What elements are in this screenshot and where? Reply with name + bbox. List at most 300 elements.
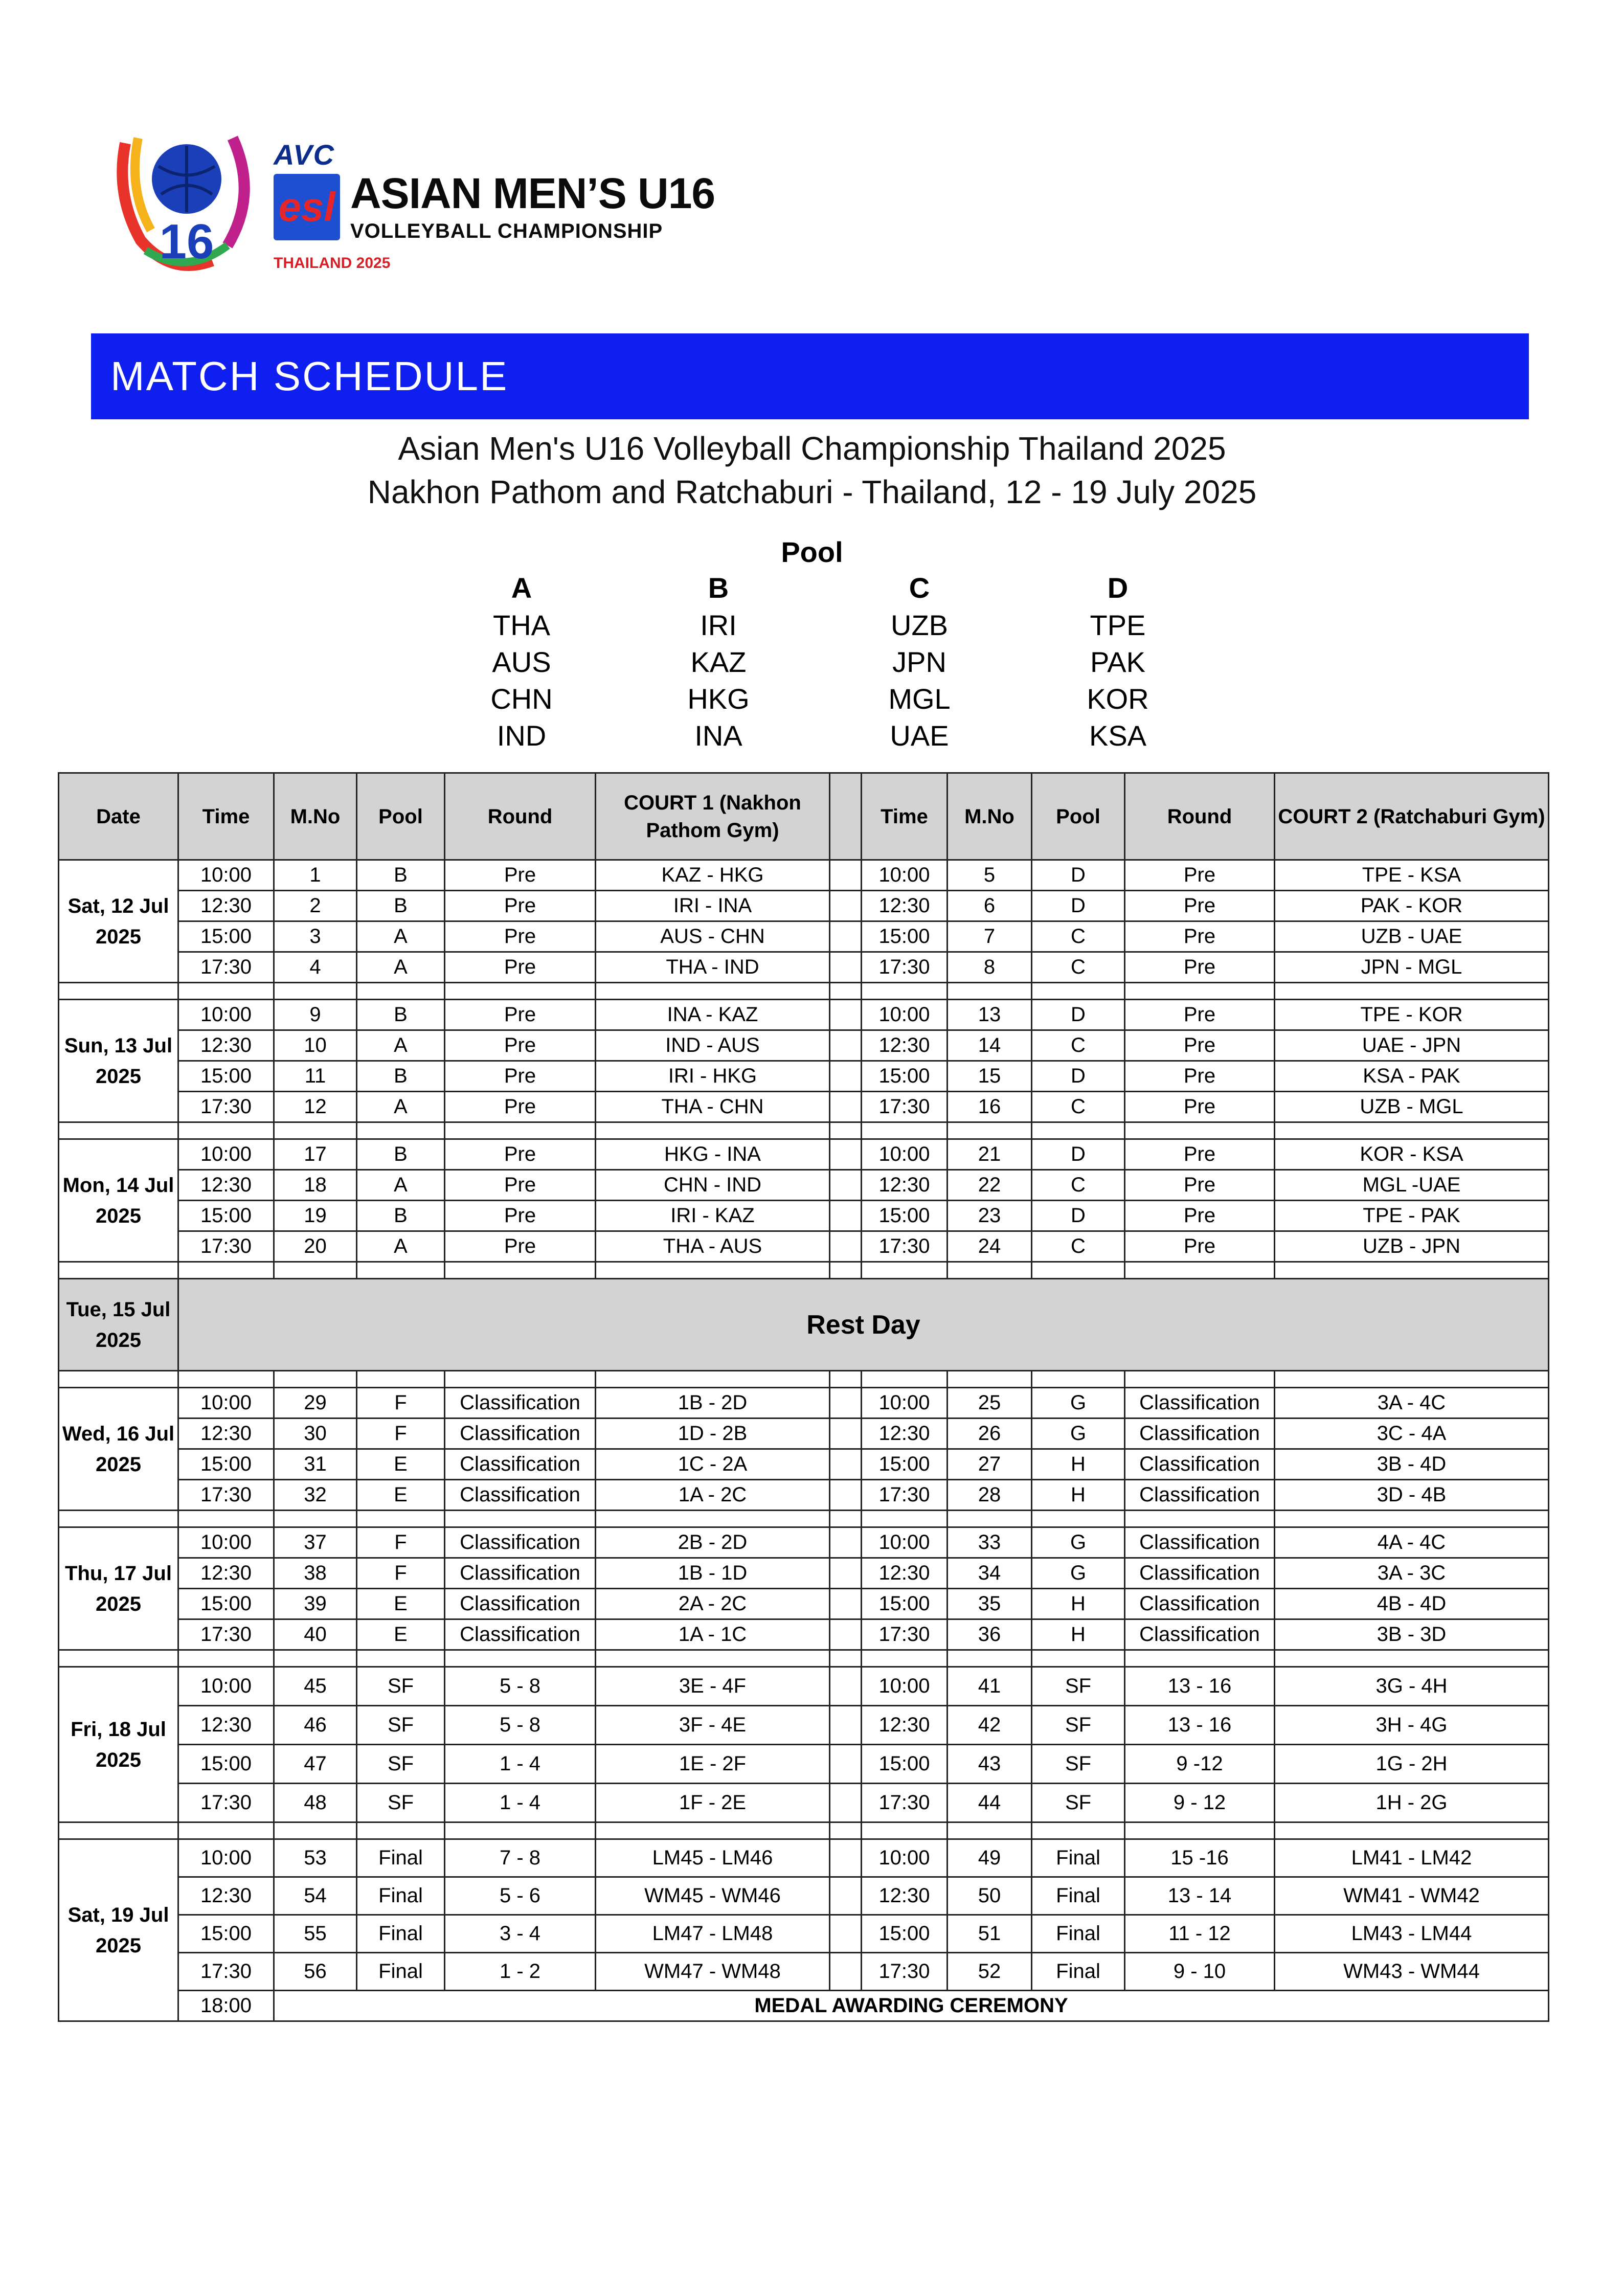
spacer-cell bbox=[596, 1122, 830, 1139]
event-title: Asian Men's U16 Volleyball Championship Thailand 2025 bbox=[398, 430, 1226, 467]
court2-teams: KOR - KSA bbox=[1275, 1139, 1549, 1170]
court1-time: 15:00 bbox=[178, 921, 274, 952]
court-gap bbox=[830, 1745, 862, 1784]
court2-match-number: 42 bbox=[948, 1706, 1032, 1745]
spacer-cell bbox=[596, 983, 830, 1000]
court2-pool: H bbox=[1032, 1449, 1125, 1480]
court-gap bbox=[830, 1139, 862, 1170]
court1-match-number: 47 bbox=[274, 1745, 357, 1784]
court2-round: Pre bbox=[1125, 952, 1275, 983]
court1-teams: 1B - 2D bbox=[596, 1388, 830, 1419]
court-gap bbox=[830, 1231, 862, 1262]
court2-time: 15:00 bbox=[862, 1061, 948, 1092]
court1-match-number: 3 bbox=[274, 921, 357, 952]
header-time: Time bbox=[178, 773, 274, 860]
header-date: Date bbox=[59, 773, 178, 860]
court2-pool: G bbox=[1032, 1527, 1125, 1558]
court1-teams: AUS - CHN bbox=[596, 921, 830, 952]
court1-teams: IRI - HKG bbox=[596, 1061, 830, 1092]
pool-letter-b: B bbox=[708, 572, 729, 604]
court2-match-number: 36 bbox=[948, 1619, 1032, 1650]
court1-time: 17:30 bbox=[178, 952, 274, 983]
court1-time: 15:00 bbox=[178, 1201, 274, 1231]
spacer-cell bbox=[445, 1822, 596, 1839]
court2-teams: UZB - MGL bbox=[1275, 1092, 1549, 1122]
court1-match-number: 17 bbox=[274, 1139, 357, 1170]
court1-round: Pre bbox=[445, 1092, 596, 1122]
spacer-cell bbox=[1275, 1511, 1549, 1527]
court2-time: 17:30 bbox=[862, 1092, 948, 1122]
court-gap bbox=[830, 1706, 862, 1745]
court2-match-number: 5 bbox=[948, 860, 1032, 891]
court1-match-number: 19 bbox=[274, 1201, 357, 1231]
spacer-cell bbox=[1125, 1650, 1275, 1667]
court1-time: 15:00 bbox=[178, 1745, 274, 1784]
court2-time: 12:30 bbox=[862, 1877, 948, 1915]
table-row bbox=[59, 1092, 1549, 1122]
header-court1: COURT 1 (Nakhon Pathom Gym) bbox=[596, 773, 830, 860]
spacer-cell bbox=[59, 1262, 178, 1279]
court2-round: Pre bbox=[1125, 1201, 1275, 1231]
court1-teams: IRI - KAZ bbox=[596, 1201, 830, 1231]
spacer-cell bbox=[274, 1511, 357, 1527]
court2-time: 17:30 bbox=[862, 1619, 948, 1650]
court1-round: 5 - 8 bbox=[445, 1706, 596, 1745]
court2-teams: 3B - 4D bbox=[1275, 1449, 1549, 1480]
court2-time: 17:30 bbox=[862, 1480, 948, 1511]
spacer-cell bbox=[445, 983, 596, 1000]
court1-pool: A bbox=[357, 1170, 445, 1201]
court2-match-number: 23 bbox=[948, 1201, 1032, 1231]
court1-time: 12:30 bbox=[178, 1170, 274, 1201]
court2-round: Pre bbox=[1125, 1231, 1275, 1262]
court1-teams: LM45 - LM46 bbox=[596, 1839, 830, 1877]
court2-pool: Final bbox=[1032, 1953, 1125, 1991]
table-header-row bbox=[59, 773, 1549, 860]
spacer-cell bbox=[178, 1511, 274, 1527]
court1-time: 12:30 bbox=[178, 1419, 274, 1449]
spacer-cell bbox=[1275, 1822, 1549, 1839]
court2-teams: 1H - 2G bbox=[1275, 1784, 1549, 1822]
court2-match-number: 8 bbox=[948, 952, 1032, 983]
spacer-cell bbox=[830, 1262, 862, 1279]
court2-round: Pre bbox=[1125, 1030, 1275, 1061]
court1-pool: A bbox=[357, 952, 445, 983]
court2-pool: Final bbox=[1032, 1839, 1125, 1877]
championship-logo bbox=[110, 123, 715, 276]
court1-match-number: 54 bbox=[274, 1877, 357, 1915]
spacer-cell bbox=[1275, 1371, 1549, 1388]
court1-time: 17:30 bbox=[178, 1231, 274, 1262]
court2-pool: G bbox=[1032, 1558, 1125, 1589]
court1-time: 15:00 bbox=[178, 1449, 274, 1480]
court2-pool: C bbox=[1032, 921, 1125, 952]
court1-pool: B bbox=[357, 860, 445, 891]
court1-match-number: 4 bbox=[274, 952, 357, 983]
spacer-cell bbox=[862, 983, 948, 1000]
court1-teams: 2B - 2D bbox=[596, 1527, 830, 1558]
court1-pool: A bbox=[357, 921, 445, 952]
court1-teams: WM47 - WM48 bbox=[596, 1953, 830, 1991]
court1-pool: SF bbox=[357, 1706, 445, 1745]
court1-time: 17:30 bbox=[178, 1953, 274, 1991]
court-gap bbox=[830, 1170, 862, 1201]
spacer-cell bbox=[59, 1122, 178, 1139]
court1-round: Classification bbox=[445, 1419, 596, 1449]
court-gap bbox=[830, 1201, 862, 1231]
court1-match-number: 40 bbox=[274, 1619, 357, 1650]
court1-teams: THA - IND bbox=[596, 952, 830, 983]
court2-round: Pre bbox=[1125, 891, 1275, 921]
court-gap bbox=[830, 1915, 862, 1953]
court2-round: Classification bbox=[1125, 1589, 1275, 1619]
court2-time: 12:30 bbox=[862, 1706, 948, 1745]
spacer-cell bbox=[274, 1262, 357, 1279]
court1-time: 15:00 bbox=[178, 1915, 274, 1953]
court2-pool: H bbox=[1032, 1589, 1125, 1619]
spacer-cell bbox=[178, 1650, 274, 1667]
court2-teams: MGL -UAE bbox=[1275, 1170, 1549, 1201]
court2-teams: TPE - KOR bbox=[1275, 1000, 1549, 1030]
court1-teams: 1A - 2C bbox=[596, 1480, 830, 1511]
court2-teams: 4B - 4D bbox=[1275, 1589, 1549, 1619]
u16-emblem-logo bbox=[110, 123, 258, 276]
pool-team: THA bbox=[493, 609, 550, 641]
ceremony-row bbox=[59, 1991, 1549, 2021]
pool-team: AUS bbox=[492, 646, 551, 678]
table-row bbox=[59, 1000, 1549, 1030]
court-gap bbox=[830, 1030, 862, 1061]
spacer-cell bbox=[274, 1122, 357, 1139]
table-row bbox=[59, 1139, 1549, 1170]
pool-team: TPE bbox=[1090, 609, 1146, 641]
court2-match-number: 35 bbox=[948, 1589, 1032, 1619]
court2-time: 10:00 bbox=[862, 860, 948, 891]
rest-day-date: Tue, 15 Jul 2025 bbox=[59, 1279, 178, 1371]
date-cell: Sat, 19 Jul 2025 bbox=[59, 1839, 178, 2021]
court1-pool: E bbox=[357, 1480, 445, 1511]
header-time-court2: Time bbox=[862, 773, 948, 860]
date-cell: Sun, 13 Jul 2025 bbox=[59, 1000, 178, 1122]
table-row bbox=[59, 1061, 1549, 1092]
court1-pool: B bbox=[357, 1139, 445, 1170]
court2-teams: 3A - 3C bbox=[1275, 1558, 1549, 1589]
court2-match-number: 41 bbox=[948, 1667, 1032, 1706]
spacer-cell bbox=[357, 1650, 445, 1667]
pool-letter-a: A bbox=[511, 572, 532, 604]
court2-match-number: 22 bbox=[948, 1170, 1032, 1201]
table-row bbox=[59, 1915, 1549, 1953]
court1-pool: E bbox=[357, 1619, 445, 1650]
match-schedule-table bbox=[58, 772, 1549, 2022]
court1-pool: B bbox=[357, 1000, 445, 1030]
pool-team: KSA bbox=[1089, 719, 1147, 752]
court2-match-number: 34 bbox=[948, 1558, 1032, 1589]
court2-match-number: 33 bbox=[948, 1527, 1032, 1558]
court2-teams: 3C - 4A bbox=[1275, 1419, 1549, 1449]
court2-teams: UZB - JPN bbox=[1275, 1231, 1549, 1262]
court2-round: Pre bbox=[1125, 860, 1275, 891]
table-row bbox=[59, 1619, 1549, 1650]
court2-time: 12:30 bbox=[862, 1030, 948, 1061]
court2-time: 15:00 bbox=[862, 921, 948, 952]
court2-teams: PAK - KOR bbox=[1275, 891, 1549, 921]
spacer-cell bbox=[1125, 1822, 1275, 1839]
court-gap bbox=[830, 1558, 862, 1589]
spacer-cell bbox=[862, 1122, 948, 1139]
court2-pool: H bbox=[1032, 1480, 1125, 1511]
event-location-dates: Nakhon Pathom and Ratchaburi - Thailand, 12 - 19 July 2025 bbox=[367, 474, 1257, 510]
table-row bbox=[59, 1839, 1549, 1877]
pool-team: PAK bbox=[1090, 646, 1145, 678]
spacer-cell bbox=[357, 1371, 445, 1388]
court2-round: 9 - 12 bbox=[1125, 1784, 1275, 1822]
court1-pool: Final bbox=[357, 1953, 445, 1991]
spacer-cell bbox=[1125, 983, 1275, 1000]
court1-round: Pre bbox=[445, 921, 596, 952]
header-pool: Pool bbox=[357, 773, 445, 860]
court1-teams: 1B - 1D bbox=[596, 1558, 830, 1589]
court1-round: Pre bbox=[445, 1061, 596, 1092]
spacer-cell bbox=[178, 1822, 274, 1839]
spacer-cell bbox=[357, 983, 445, 1000]
spacer-row bbox=[59, 983, 1549, 1000]
court-gap bbox=[830, 1877, 862, 1915]
court2-time: 12:30 bbox=[862, 1170, 948, 1201]
court2-match-number: 50 bbox=[948, 1877, 1032, 1915]
table-row bbox=[59, 1449, 1549, 1480]
court2-match-number: 27 bbox=[948, 1449, 1032, 1480]
court2-teams: 3H - 4G bbox=[1275, 1706, 1549, 1745]
header-round-court2: Round bbox=[1125, 773, 1275, 860]
court2-match-number: 14 bbox=[948, 1030, 1032, 1061]
court1-match-number: 39 bbox=[274, 1589, 357, 1619]
spacer-cell bbox=[59, 1650, 178, 1667]
spacer-cell bbox=[178, 1262, 274, 1279]
court2-time: 10:00 bbox=[862, 1839, 948, 1877]
header-gap bbox=[830, 773, 862, 860]
court2-time: 15:00 bbox=[862, 1589, 948, 1619]
spacer-cell bbox=[59, 1371, 178, 1388]
court-gap bbox=[830, 1480, 862, 1511]
court1-pool: F bbox=[357, 1388, 445, 1419]
court1-pool: E bbox=[357, 1589, 445, 1619]
table-row bbox=[59, 1877, 1549, 1915]
court2-match-number: 26 bbox=[948, 1419, 1032, 1449]
court1-teams: CHN - IND bbox=[596, 1170, 830, 1201]
spacer-cell bbox=[1032, 1650, 1125, 1667]
court1-match-number: 10 bbox=[274, 1030, 357, 1061]
court2-round: 9 - 10 bbox=[1125, 1953, 1275, 1991]
court1-match-number: 29 bbox=[274, 1388, 357, 1419]
court1-pool: A bbox=[357, 1030, 445, 1061]
spacer-cell bbox=[1275, 1650, 1549, 1667]
court1-time: 12:30 bbox=[178, 1558, 274, 1589]
court1-teams: 3E - 4F bbox=[596, 1667, 830, 1706]
court-gap bbox=[830, 1419, 862, 1449]
court1-teams: 1A - 1C bbox=[596, 1619, 830, 1650]
pool-letter-c: C bbox=[909, 572, 930, 604]
court-gap bbox=[830, 1589, 862, 1619]
court1-time: 15:00 bbox=[178, 1061, 274, 1092]
court2-pool: SF bbox=[1032, 1667, 1125, 1706]
court-gap bbox=[830, 1092, 862, 1122]
court2-match-number: 6 bbox=[948, 891, 1032, 921]
court2-round: 13 - 16 bbox=[1125, 1667, 1275, 1706]
match-schedule-banner: MATCH SCHEDULE bbox=[91, 333, 1529, 419]
court-gap bbox=[830, 952, 862, 983]
court2-pool: C bbox=[1032, 1170, 1125, 1201]
court2-teams: WM41 - WM42 bbox=[1275, 1877, 1549, 1915]
court2-pool: SF bbox=[1032, 1745, 1125, 1784]
spacer-cell bbox=[59, 1822, 178, 1839]
court1-round: Classification bbox=[445, 1589, 596, 1619]
court1-teams: 3F - 4E bbox=[596, 1706, 830, 1745]
court1-match-number: 1 bbox=[274, 860, 357, 891]
spacer-row bbox=[59, 1650, 1549, 1667]
spacer-cell bbox=[59, 983, 178, 1000]
court2-time: 17:30 bbox=[862, 1784, 948, 1822]
court1-match-number: 2 bbox=[274, 891, 357, 921]
header-match-number: M.No bbox=[274, 773, 357, 860]
court1-round: Pre bbox=[445, 1139, 596, 1170]
spacer-cell bbox=[596, 1262, 830, 1279]
court2-pool: C bbox=[1032, 952, 1125, 983]
court1-match-number: 55 bbox=[274, 1915, 357, 1953]
court2-teams: 3B - 3D bbox=[1275, 1619, 1549, 1650]
court1-match-number: 31 bbox=[274, 1449, 357, 1480]
table-row bbox=[59, 1953, 1549, 1991]
court1-round: Pre bbox=[445, 1201, 596, 1231]
court1-match-number: 46 bbox=[274, 1706, 357, 1745]
court1-pool: B bbox=[357, 891, 445, 921]
spacer-cell bbox=[830, 1122, 862, 1139]
court2-teams: LM41 - LM42 bbox=[1275, 1839, 1549, 1877]
court-gap bbox=[830, 1619, 862, 1650]
spacer-cell bbox=[830, 1822, 862, 1839]
court2-time: 10:00 bbox=[862, 1000, 948, 1030]
spacer-cell bbox=[596, 1511, 830, 1527]
court1-match-number: 30 bbox=[274, 1419, 357, 1449]
spacer-cell bbox=[178, 1122, 274, 1139]
court2-teams: TPE - KSA bbox=[1275, 860, 1549, 891]
court1-pool: B bbox=[357, 1061, 445, 1092]
court1-pool: Final bbox=[357, 1877, 445, 1915]
court1-pool: B bbox=[357, 1201, 445, 1231]
court1-match-number: 45 bbox=[274, 1667, 357, 1706]
court1-round: 5 - 6 bbox=[445, 1877, 596, 1915]
court1-round: 7 - 8 bbox=[445, 1839, 596, 1877]
court1-teams: 2A - 2C bbox=[596, 1589, 830, 1619]
court-gap bbox=[830, 1784, 862, 1822]
court2-pool: C bbox=[1032, 1231, 1125, 1262]
esl-sponsor-logo: esl bbox=[274, 174, 340, 240]
court2-round: Classification bbox=[1125, 1619, 1275, 1650]
court1-round: Pre bbox=[445, 1000, 596, 1030]
court1-pool: A bbox=[357, 1092, 445, 1122]
court2-pool: G bbox=[1032, 1388, 1125, 1419]
court1-teams: INA - KAZ bbox=[596, 1000, 830, 1030]
court2-time: 17:30 bbox=[862, 952, 948, 983]
spacer-cell bbox=[1125, 1371, 1275, 1388]
court1-teams: 1E - 2F bbox=[596, 1745, 830, 1784]
court2-round: 9 -12 bbox=[1125, 1745, 1275, 1784]
court2-round: Classification bbox=[1125, 1449, 1275, 1480]
spacer-cell bbox=[830, 983, 862, 1000]
court2-pool: D bbox=[1032, 1000, 1125, 1030]
court1-round: Pre bbox=[445, 1030, 596, 1061]
court2-round: Pre bbox=[1125, 1139, 1275, 1170]
spacer-cell bbox=[274, 983, 357, 1000]
court1-pool: SF bbox=[357, 1784, 445, 1822]
spacer-cell bbox=[445, 1122, 596, 1139]
pool-team: UAE bbox=[890, 719, 949, 752]
spacer-cell bbox=[357, 1262, 445, 1279]
date-cell: Fri, 18 Jul 2025 bbox=[59, 1667, 178, 1822]
court1-pool: Final bbox=[357, 1839, 445, 1877]
spacer-cell bbox=[830, 1650, 862, 1667]
court1-teams: THA - AUS bbox=[596, 1231, 830, 1262]
court2-pool: D bbox=[1032, 891, 1125, 921]
spacer-cell bbox=[596, 1650, 830, 1667]
court1-teams: 1C - 2A bbox=[596, 1449, 830, 1480]
table-row bbox=[59, 952, 1549, 983]
spacer-row bbox=[59, 1822, 1549, 1839]
court2-teams: 4A - 4C bbox=[1275, 1527, 1549, 1558]
pool-team: UZB bbox=[891, 609, 948, 641]
court2-time: 12:30 bbox=[862, 891, 948, 921]
logo-wordmark bbox=[274, 138, 715, 272]
court-gap bbox=[830, 860, 862, 891]
court2-match-number: 28 bbox=[948, 1480, 1032, 1511]
spacer-cell bbox=[862, 1262, 948, 1279]
court1-round: Pre bbox=[445, 860, 596, 891]
court2-teams: 3D - 4B bbox=[1275, 1480, 1549, 1511]
court2-round: 13 - 14 bbox=[1125, 1877, 1275, 1915]
court2-teams: UZB - UAE bbox=[1275, 921, 1549, 952]
spacer-cell bbox=[948, 1122, 1032, 1139]
court2-round: Classification bbox=[1125, 1558, 1275, 1589]
court1-pool: SF bbox=[357, 1745, 445, 1784]
rest-day-row bbox=[59, 1279, 1549, 1371]
court1-teams: IRI - INA bbox=[596, 891, 830, 921]
court1-time: 10:00 bbox=[178, 1527, 274, 1558]
spacer-cell bbox=[1032, 1122, 1125, 1139]
court2-match-number: 15 bbox=[948, 1061, 1032, 1092]
spacer-cell bbox=[948, 983, 1032, 1000]
court2-time: 10:00 bbox=[862, 1527, 948, 1558]
spacer-cell bbox=[948, 1650, 1032, 1667]
spacer-cell bbox=[357, 1511, 445, 1527]
court2-match-number: 49 bbox=[948, 1839, 1032, 1877]
court2-teams: UAE - JPN bbox=[1275, 1030, 1549, 1061]
spacer-cell bbox=[1125, 1511, 1275, 1527]
court2-time: 15:00 bbox=[862, 1449, 948, 1480]
spacer-cell bbox=[445, 1262, 596, 1279]
table-row bbox=[59, 1745, 1549, 1784]
court1-pool: A bbox=[357, 1231, 445, 1262]
court1-time: 12:30 bbox=[178, 891, 274, 921]
court2-match-number: 44 bbox=[948, 1784, 1032, 1822]
spacer-cell bbox=[948, 1371, 1032, 1388]
court1-teams: HKG - INA bbox=[596, 1139, 830, 1170]
ceremony-label: MEDAL AWARDING CEREMONY bbox=[274, 1991, 1549, 2021]
court2-round: Classification bbox=[1125, 1388, 1275, 1419]
avc-text: AVC bbox=[274, 139, 335, 171]
court2-round: Pre bbox=[1125, 1061, 1275, 1092]
court2-match-number: 25 bbox=[948, 1388, 1032, 1419]
court1-match-number: 32 bbox=[274, 1480, 357, 1511]
